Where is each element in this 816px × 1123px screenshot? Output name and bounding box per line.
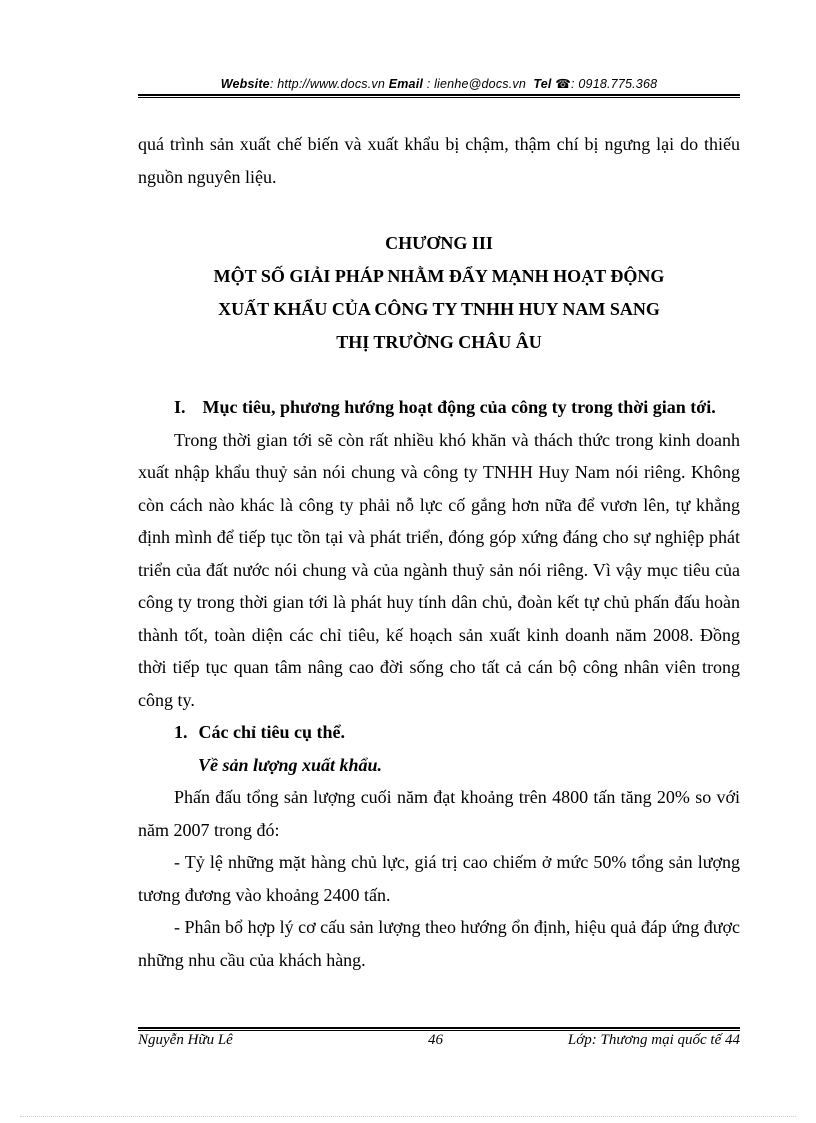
paragraph-key-products: - Tỷ lệ những mặt hàng chủ lực, giá trị cao chiếm ở mức 50% tổng sản lượng tương đương vào khoảng 2400 tấn.	[138, 852, 740, 905]
email-value: : lienhe@docs.vn	[423, 77, 527, 91]
phone-icon: ☎	[555, 77, 572, 91]
paragraph-objectives: Trong thời gian tới sẽ còn rất nhiều khó khăn và thách thức trong kinh doanh xuất nhập khẩu thuỷ sản nói chung và công ty TNHH Huy Nam nói riêng. Không còn cách nào khác là công ty phải nỗ lực cố gắng hơn nữa để vươn lên, tự khẳng định mình để tiếp tục tồn tại và phát triển, đóng góp xứng đáng cho sự nghiệp phát triển của đất nước nói chung và của ngành thuỷ sản nói riêng. Vì vậy mục tiêu của công ty trong thời gian tới là phát huy tính dân chủ, đoàn kết tự chủ phấn đấu hoàn thành tốt, toàn diện các chỉ tiêu, kế hoạch sản xuất kinh doanh năm 2008. Đồng thời tiếp tục quan tâm nâng cao đời sống cho tất cả cán bộ công nhân viên trong công ty.	[138, 429, 740, 710]
chapter-title-line-3: THỊ TRƯỜNG CHÂU ÂU	[336, 332, 542, 352]
header-rule	[138, 94, 740, 98]
chapter-number: CHƯƠNG III	[385, 233, 493, 253]
chapter-heading	[138, 227, 740, 359]
tel-label: Tel	[533, 77, 552, 91]
intro-paragraph: quá trình sản xuất chế biến và xuất khẩu bị chậm, thậm chí bị ngưng lại do thiếu nguồn nguyên liệu.	[138, 134, 740, 187]
paragraph-output-target: Phấn đấu tổng sản lượng cuối năm đạt khoảng trên 4800 tấn tăng 20% so với năm 2007 trong đó:	[138, 787, 740, 840]
chapter-title-line-1: MỘT SỐ GIẢI PHÁP NHẰM ĐẨY MẠNH HOẠT ĐỘNG	[213, 266, 665, 286]
section-heading	[138, 391, 740, 424]
sub-subheading: Về sản lượng xuất khẩu.	[198, 754, 382, 775]
document-body	[138, 128, 740, 976]
subsection-heading	[138, 716, 740, 749]
website-value: : http://www.docs.vn	[269, 77, 386, 91]
page-number: 46	[428, 1032, 443, 1048]
website-label: Website	[220, 77, 270, 91]
subsection-title: Các chỉ tiêu cụ thể.	[198, 722, 345, 742]
paragraph-output-structure: - Phân bổ hợp lý cơ cấu sản lượng theo hướng ổn định, hiệu quả đáp ứng được những nhu cầu của khách hàng.	[138, 917, 740, 970]
email-label: Email	[388, 77, 424, 91]
page-header	[138, 76, 740, 91]
tel-value: : 0918.775.368	[571, 77, 658, 91]
page-edge-divider	[20, 1116, 796, 1117]
footer-author: Nguyễn Hữu Lê	[138, 1032, 233, 1048]
chapter-title-line-2: XUẤT KHẨU CỦA CÔNG TY TNHH HUY NAM SANG	[218, 299, 660, 319]
footer-class: Lớp: Thương mại quốc tế 44	[567, 1032, 740, 1048]
subsection-number: 1.	[174, 722, 188, 742]
section-number: I.	[174, 397, 186, 417]
section-title: Mục tiêu, phương hướng hoạt động của công ty trong thời gian tới.	[202, 397, 716, 417]
